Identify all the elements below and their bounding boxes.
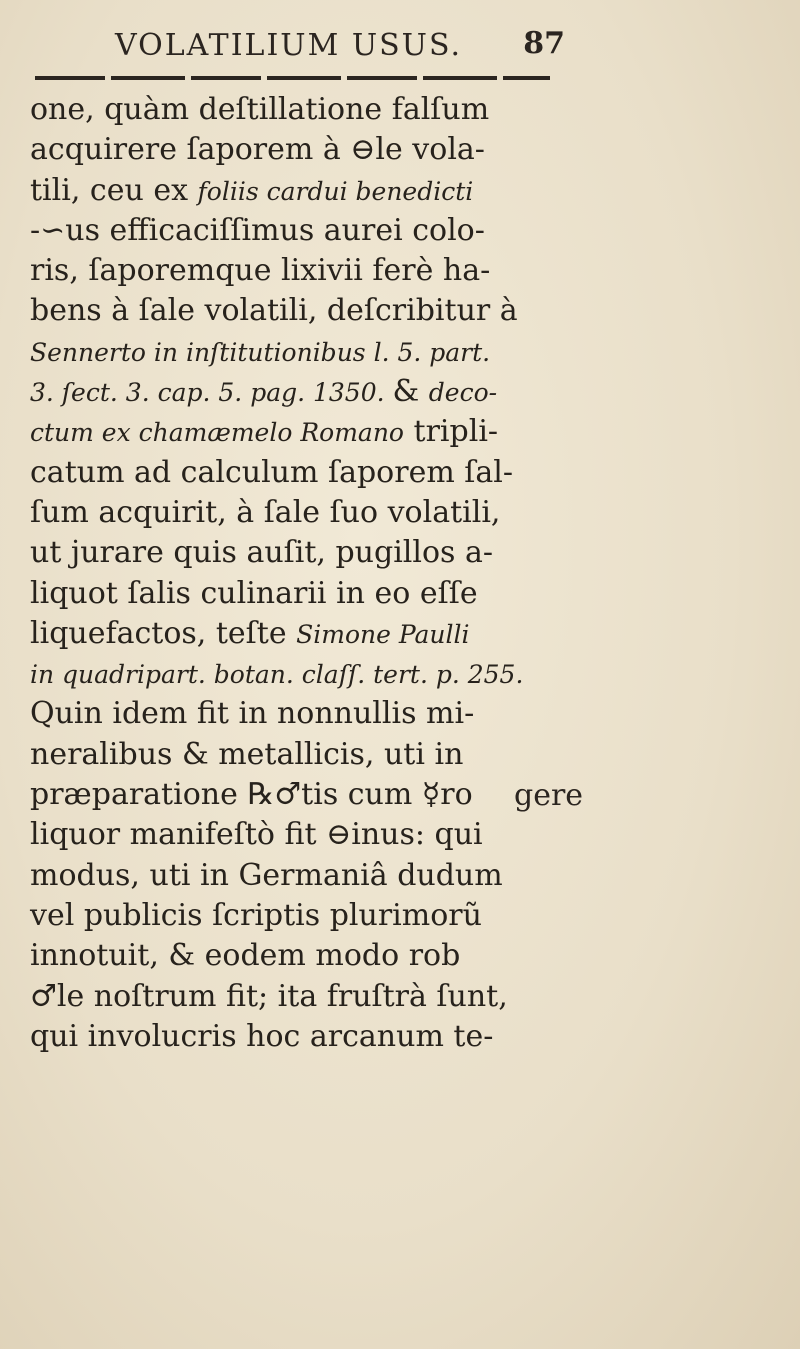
text-line xyxy=(30,654,590,694)
text-segment: one, quàm deſtillatione falſum xyxy=(30,92,490,127)
italic-segment: Simone Paulli xyxy=(296,619,470,649)
text-segment: innotuit, & eodem modo rob xyxy=(30,938,461,974)
text-line xyxy=(30,372,590,412)
text-line xyxy=(30,130,590,170)
text-segment: Quin idem fit in nonnullis mi- xyxy=(30,696,475,732)
text-line xyxy=(30,211,590,251)
text-segment: neralibus & metallicis, uti in xyxy=(30,736,464,772)
text-line xyxy=(30,453,590,493)
text-line xyxy=(30,412,590,452)
text-segment: liquor manifeſtò fit ⊖inus: qui xyxy=(30,817,483,853)
text-line xyxy=(30,977,590,1017)
text-segment: catum ad calculum ſaporem ſal- xyxy=(30,454,514,490)
text-line xyxy=(30,90,590,130)
text-segment: bens à ſale volatili, deſcribitur à xyxy=(30,293,518,329)
text-segment: liquefactos, teſte xyxy=(30,615,297,651)
italic-segment: foliis cardui benedicti xyxy=(197,176,474,206)
text-line xyxy=(30,735,590,775)
text-segment: ris, ſaporemque lixivii ferè ha- xyxy=(30,253,491,289)
text-segment: tripli- xyxy=(404,414,499,450)
text-line xyxy=(30,171,590,211)
text-line xyxy=(30,856,590,896)
text-block xyxy=(30,90,590,1057)
running-title: VOLATILIUM USUS. xyxy=(115,28,462,63)
text-line xyxy=(30,332,590,372)
text-line xyxy=(30,694,590,734)
text-segment: liquot ſalis culinarii in eo eſſe xyxy=(30,575,478,611)
header-rule xyxy=(35,76,550,80)
page-header xyxy=(115,22,565,66)
text-line xyxy=(30,896,590,936)
text-line xyxy=(30,251,590,291)
text-segment: ſum acquirit, à ſale ſuo volatili, xyxy=(30,494,501,530)
italic-segment: deco- xyxy=(428,378,498,408)
text-line xyxy=(30,936,590,976)
text-segment: qui involucris hoc arcanum te- xyxy=(30,1018,494,1054)
italic-segment: 3. ſect. 3. cap. 5. pag. 1350. xyxy=(30,378,393,408)
text-line xyxy=(30,775,590,815)
text-line xyxy=(30,815,590,855)
text-segment: -∽us efficaciſſimus aurei colo- xyxy=(30,212,485,248)
italic-segment: ctum ex chamæmelo Romano xyxy=(30,418,404,448)
page-number: 87 xyxy=(523,26,565,61)
text-segment: vel publicis ſcriptis plurimorũ xyxy=(30,897,482,933)
text-line xyxy=(30,533,590,573)
text-segment: & xyxy=(392,374,429,410)
catchword: gere xyxy=(514,778,584,813)
text-line xyxy=(30,1017,590,1057)
italic-segment: in quadripart. botan. claſſ. tert. p. 255. xyxy=(30,660,524,690)
text-segment: præparatione ℞♂tis cum ☿ro xyxy=(30,777,473,813)
text-segment: ♂le noſtrum fit; ita fruſtrà ſunt, xyxy=(30,978,508,1014)
text-segment: tili, ceu ex xyxy=(30,172,198,208)
italic-segment: Sennerto in inſtitutionibus l. 5. part. xyxy=(30,337,491,367)
text-segment: acquirere ſaporem à ⊖le vola- xyxy=(30,132,485,168)
text-line xyxy=(30,493,590,533)
text-line xyxy=(30,291,590,331)
text-line xyxy=(30,614,590,654)
text-line xyxy=(30,574,590,614)
text-segment: modus, uti in Germaniâ dudum xyxy=(30,857,503,893)
text-segment: ut jurare quis auſit, pugillos a- xyxy=(30,535,494,571)
